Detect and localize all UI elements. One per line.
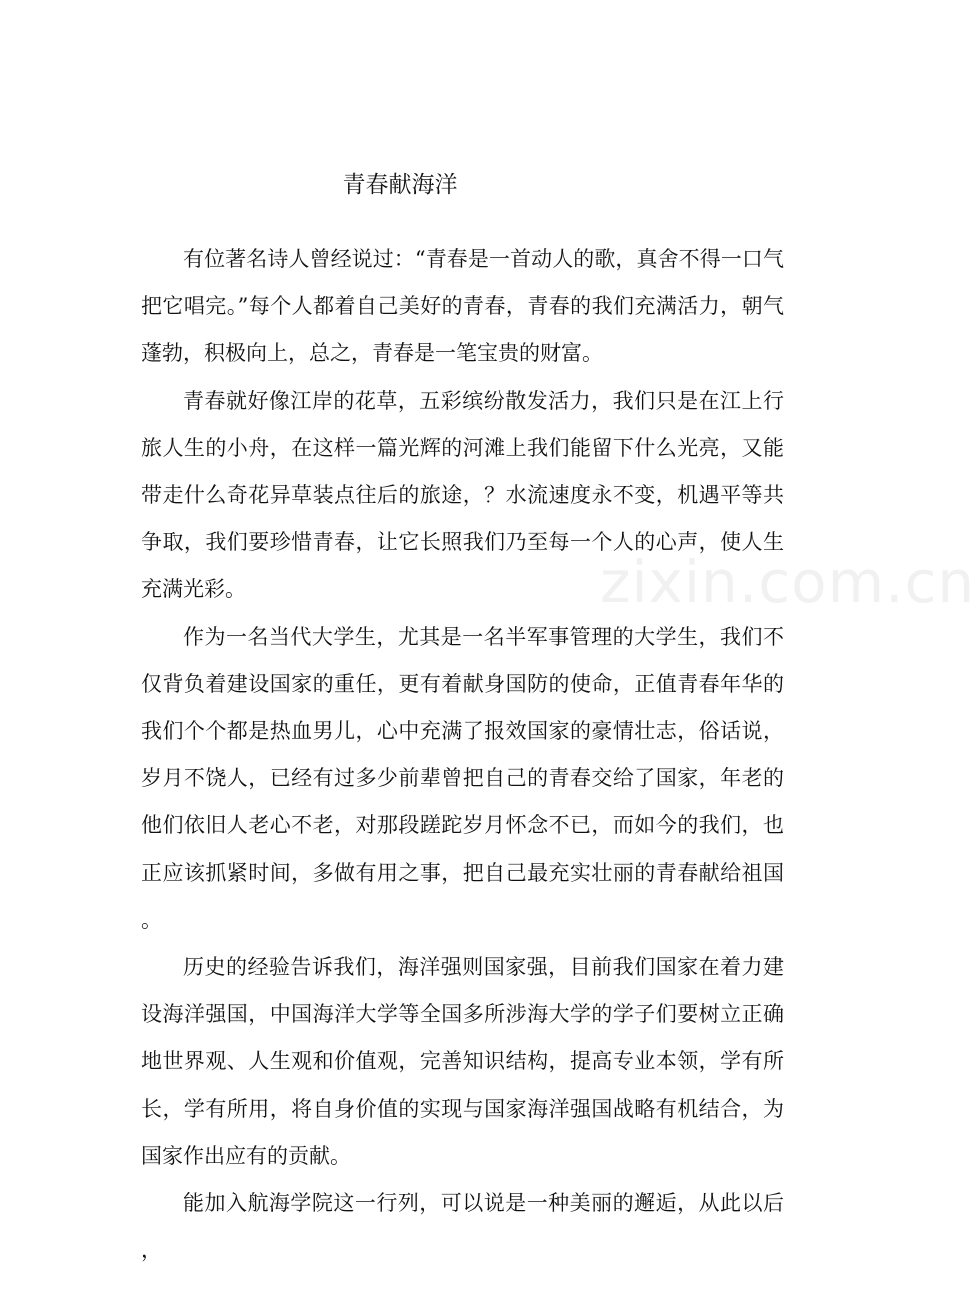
document-body (141, 236, 784, 1274)
paragraph-1: 有位著名诗人曾经说过：“青春是一首动人的歌，真舍不得一口气把它唱完。”每个人都着自己美好的青春，青春的我们充满活力，朝气蓬勃，积极向上，总之，青春是一笔宝贵的财富。 (141, 247, 784, 366)
document-title: 青春献海洋 (342, 172, 458, 198)
paragraph-5: 能加入航海学院这一行列，可以说是一种美丽的邂逅，从此以后， (141, 1191, 784, 1263)
paragraph-4: 历史的经验告诉我们，海洋强则国家强，目前我们国家在着力建设海洋强国，中国海洋大学等全国多所涉海大学的学子们要树立正确地世界观、人生观和价值观，完善知识结构，提高专业本领，学有所长，学有所用，将自身价值的实现与国家海洋强国战略有机结合，为国家作出应有的贡献。 (141, 955, 784, 1168)
paragraph-2: 青春就好像江岸的花草，五彩缤纷散发活力，我们只是在江上行旅人生的小舟，在这样一篇光辉的河滩上我们能留下什么光亮，又能带走什么奇花异草装点往后的旅途，？水流速度永不变，机遇平等共争取，我们要珍惜青春，让它长照我们乃至每一个人的心声，使人生充满光彩。 (141, 388, 784, 602)
paragraph-3: 作为一名当代大学生，尤其是一名半军事管理的大学生，我们不仅背负着建设国家的重任，更有着献身国防的使命，正值青春年华的我们个个都是热血男儿，心中充满了报效国家的豪情壮志，俗话说，岁月不饶人，已经有过多少前辈曾把自己的青春交给了国家，年老的他们依旧人老心不老，对那段蹉跎岁月怀念不已，而如今的我们，也正应该抓紧时间，多做有用之事，把自己最充实壮丽的青春献给祖国。 (141, 624, 784, 932)
watermark: zixin.com.cn (600, 548, 975, 616)
